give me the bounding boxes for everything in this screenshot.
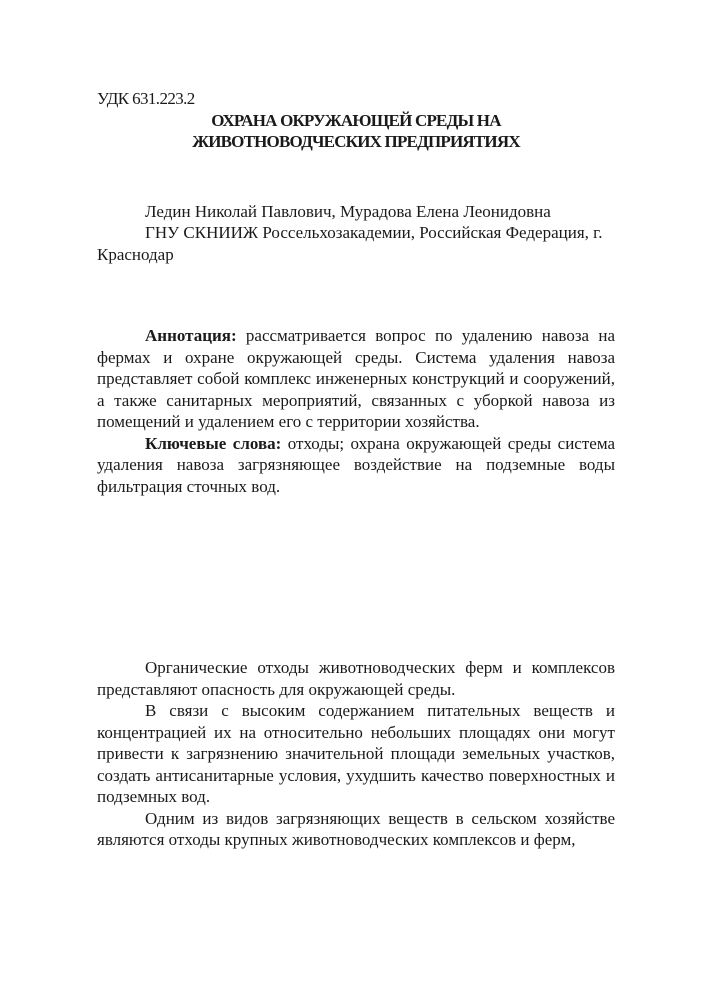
body-paragraph-2: В связи с высоким содержанием питательных веществ и концентрацией их на относительно небольших площадях они могут привести к загрязнению значительной площади земельных участков, создать антисанитарные условия, ухудшить качество поверхностных и подземных вод. (97, 701, 615, 806)
body-paragraph-1: Органические отходы животноводческих ферм и комплексов представляют опасность для окружающей среды. (97, 658, 615, 699)
abstract-label: Аннотация: (145, 326, 237, 345)
body-text (97, 657, 615, 851)
keywords-paragraph (97, 433, 615, 498)
abstract-block (97, 325, 615, 497)
paper-title (97, 110, 615, 153)
authors-block (97, 201, 615, 266)
document-page (97, 88, 615, 851)
keywords-text: отходы; охрана окружающей среды система удаления навоза загрязняющее воздействие на подземные воды фильтрация сточных вод. (97, 433, 616, 496)
paper-title-line-1: ОХРАНА ОКРУЖАЮЩЕЙ СРЕДЫ НА (211, 110, 501, 130)
paper-title-line-2: ЖИВОТНОВОДЧЕСКИХ ПРЕДПРИЯТИЯХ (192, 132, 520, 151)
abstract-paragraph (97, 325, 615, 433)
body-paragraph-3: Одним из видов загрязняющих веществ в сельском хозяйстве являются отходы крупных животноводческих комплексов и ферм, (97, 808, 615, 849)
udk-code: УДК 631.223.2 (97, 89, 195, 108)
abstract-text: рассматривается вопрос по удалению навоза на фермах и охране окружающей среды. Система удаления навоза представляет собой комплекс инженерных конструкций и сооружений, а также санитарных мероприятий, связанных с уборкой навоза из помещений и удалением его с территории хозяйства. (97, 326, 615, 431)
keywords-label: Ключевые слова: (145, 433, 282, 453)
author-affiliation: ГНУ СКНИИЖ Россельхозакадемии, Российская Федерация, г. Краснодар (97, 223, 603, 264)
author-names: Ледин Николай Павлович, Мурадова Елена Леонидовна (145, 201, 551, 221)
